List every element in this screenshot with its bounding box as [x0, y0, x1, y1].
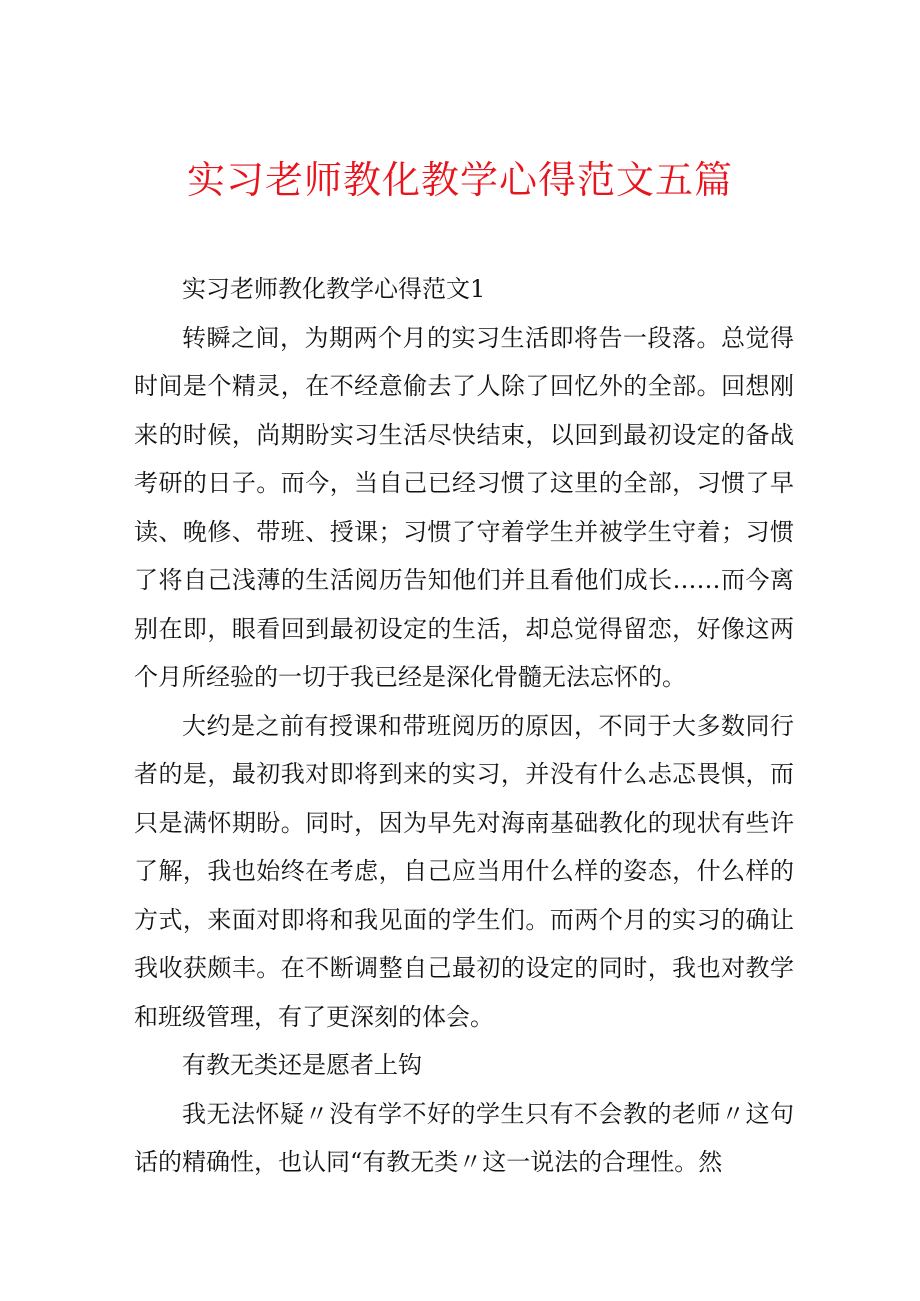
body-paragraph: 大约是之前有授课和带班阅历的原因，不同于大多数同行者的是，最初我对即将到来的实习，并没有什么忐忑畏惧，而只是满怀期盼。同时，因为早先对海南基础教化的现状有些许了解，我也始终在考虑，自己应当用什么样的姿态，什么样的方式，来面对即将和我见面的学生们。而两个月的实习的确让我收获颇丰。在不断调整自己最初的设定的同时，我也对教学和班级管理，有了更深刻的体会。 — [134, 711, 794, 1031]
section-heading: 实习老师教化教学心得范文1 — [182, 275, 486, 303]
document-body — [134, 265, 794, 1187]
document-title: 实习老师教化教学心得范文五篇 — [186, 158, 733, 202]
body-paragraph: 我无法怀疑〃没有学不好的学生只有不会教的老师〃这句话的精确性，也认同“有教无类〃这一说法的合理性。然 — [134, 1099, 794, 1176]
subheading: 有教无类还是愿者上钩 — [182, 1051, 422, 1079]
body-paragraph: 转瞬之间，为期两个月的实习生活即将告一段落。总觉得时间是个精灵，在不经意偷去了人除了回忆外的全部。回想刚来的时候，尚期盼实习生活尽快结束，以回到最初设定的备战考研的日子。而今，当自己已经习惯了这里的全部，习惯了早读、晚修、带班、授课；习惯了守着学生并被学生守着；习惯了将自己浅薄的生活阅历告知他们并且看他们成长……而今离别在即，眼看回到最初设定的生活，却总觉得留恋，好像这两个月所经验的一切于我已经是深化骨髓无法忘怀的。 — [134, 323, 794, 691]
